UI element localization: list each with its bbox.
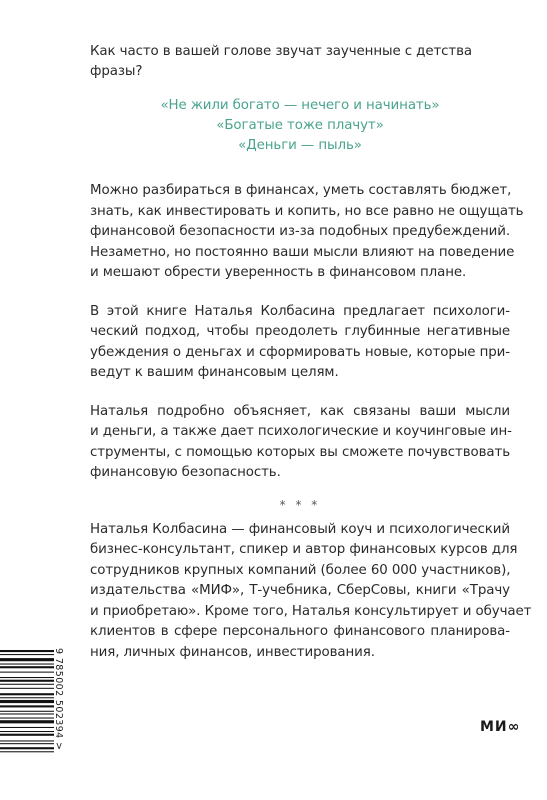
barcode-bar [0,650,54,652]
bio-line: и приобретаю». Кроме того, Наталья консультирует и обучает [90,603,532,619]
paragraph-line: Наталья подробно объясняет, как связаны ваши мысли [90,403,510,419]
quote-2: «Богатые тоже плачут» [216,118,384,133]
bio-line: Наталья Колбасина — финансовый коуч и психологический [90,521,511,537]
barcode-bar [0,693,54,695]
bio-line: клиентов в сфере персонального финансового планирова- [90,624,510,639]
paragraph-line: Можно разбираться в финансах, уметь составлять бюджет, [90,183,512,198]
paragraph-line: ческий подход, чтобы преодолеть глубинные негативные [90,324,510,339]
barcode-bar [0,747,54,749]
barcode-bar [0,700,54,703]
paragraph-line: финансовой безопасности из-за подобных предубеждений. [90,224,510,239]
barcode-bar [0,705,54,707]
barcode-bar [0,654,54,655]
barcode-bar [0,697,54,698]
barcode-bar [0,684,54,685]
bio-line: сотрудников крупных компаний (более 60 000 участников), [90,562,511,578]
paragraph-line: и деньги, а также дает психологические и коучинговые ин- [90,424,512,439]
paragraph-line: В этой книге Наталья Колбасина предлагает психологи- [90,303,510,319]
paragraph-line: струменты, с помощью которых вы сможете почувствовать [90,444,510,460]
paragraph-line: знать, как инвестировать и копить, но все равно не ощущать [90,203,524,219]
back-cover-text [90,42,532,681]
publisher-logo: МИ∞ [480,719,521,735]
paragraph-line: финансовую безопасность. [90,465,281,480]
barcode-bar [0,666,54,668]
bio-line: издательства «МИФ», Т-учебника, СберСовы, книги «Трачу [90,583,510,598]
barcode-bar [0,734,54,736]
quote-1: «Не жили богато — нечего и начинать» [160,98,440,113]
barcode-bar [0,677,54,678]
barcode-bar [0,688,54,689]
bio-line: ния, личных финансов, инвестирования. [90,644,375,660]
intro-question: Как часто в вашей голове звучат заученные с детства фразы? [90,44,473,79]
paragraph-line: убеждения о деньгах и сформировать новые, которые при- [90,344,510,360]
barcode-bar [0,718,54,719]
author-bio [90,520,532,664]
section-separator: * * * [279,497,321,512]
barcode-bar [0,720,54,723]
barcode-number: 9 785002 502394 [53,648,64,739]
paragraph-line: Незаметно, но постоянно ваши мысли влияют на поведение [90,244,515,260]
barcode-bar [0,711,54,712]
barcode-bar [0,680,54,682]
barcode-bar [0,727,54,728]
bio-line: бизнес-консультант, спикер и автор финансовых курсов для [90,542,518,557]
paragraph-line: и мешают обрести уверенность в финансовом плане. [90,265,467,280]
barcode-bar [0,731,54,732]
paragraph-2 [90,302,510,384]
barcode-bar [0,751,54,752]
barcode-bars [0,648,54,786]
quote-3: «Деньги — пыль» [238,138,362,153]
barcode-digits [52,648,68,788]
quotes-block [90,96,510,156]
barcode-bar [0,672,54,673]
barcode-bar [0,743,54,744]
barcode-bar [0,713,54,714]
barcode-bar [0,664,54,665]
barcode-bar [0,658,54,661]
paragraph-1 [90,181,524,284]
paragraph-3 [90,402,510,484]
paragraph-line: ведут к вашим финансовым целям. [90,365,339,380]
isbn-barcode [0,648,68,788]
barcode-arrow: > [53,742,64,751]
barcode-bar [0,740,54,741]
